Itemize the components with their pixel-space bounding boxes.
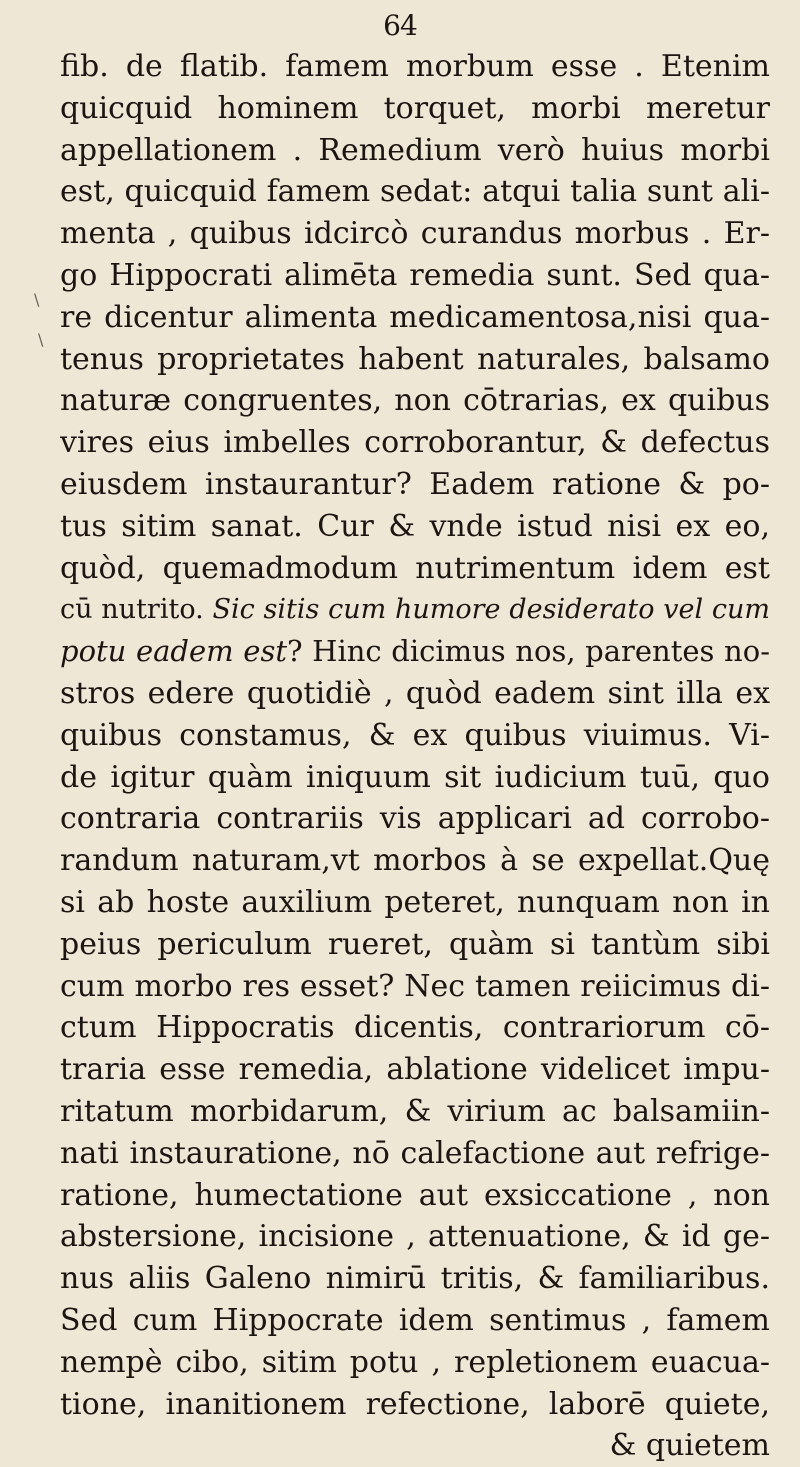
text-line: fib. de flatib. famem morbum esse . Etenim xyxy=(60,49,770,84)
text-line: contraria contrariis vis applicari ad corrobo- xyxy=(60,801,770,837)
text-segment: cū nutrito. xyxy=(60,594,213,626)
text-line: est, quicquid famem sedat: atqui talia sunt ali- xyxy=(60,174,770,210)
catchword-line: & quietem xyxy=(609,1428,770,1464)
text-line: go Hippocrati alimēta remedia sunt. Sed qua- xyxy=(60,257,770,293)
text-line: nempè cibo, sitim potu , repletionem euacua- xyxy=(60,1344,770,1380)
body-text xyxy=(60,46,770,1467)
text-line-with-italic xyxy=(60,631,770,673)
text-line: appellationem . Remedium verò huius morbi xyxy=(60,132,770,168)
text-line: quicquid hominem torquet, morbi meretur xyxy=(60,90,770,126)
text-line: quibus constamus, & ex quibus viuimus. Vi- xyxy=(60,717,770,753)
text-line: randum naturam,vt morbos à se expellat.Quę xyxy=(60,843,770,879)
text-segment: ? Hinc dicimus nos, parentes no- xyxy=(286,634,770,669)
text-line: quòd, quemadmodum nutrimentum idem est xyxy=(60,550,770,586)
text-line: traria esse remedia, ablatione videlicet impu- xyxy=(60,1052,770,1088)
text-line: tus sitim sanat. Cur & vnde istud nisi ex eo, xyxy=(60,508,770,544)
text-line: nus aliis Galeno nimirū tritis, & familiaribus. xyxy=(60,1261,770,1297)
text-line: cum morbo res esset? Nec tamen reiicimus di- xyxy=(60,968,770,1004)
text-line: stros edere quotidiè , quòd eadem sint illa ex xyxy=(60,675,770,711)
page-number: 64 xyxy=(383,9,417,42)
text-line: nati instauratione, nō calefactione aut refrige- xyxy=(60,1135,770,1171)
text-line: Sed cum Hippocrate idem sentimus , famem xyxy=(60,1302,770,1338)
text-line: eiusdem instaurantur? Eadem ratione & po- xyxy=(60,466,770,502)
text-line: ctum Hippocratis dicentis, contrariorum cō- xyxy=(60,1010,770,1046)
text-line: peius periculum rueret, quàm si tantùm sibi xyxy=(60,926,770,962)
italic-quote: Sic sitis cum humore desiderato vel cum xyxy=(212,594,770,626)
text-line: vires eius imbelles corroborantur, & defectus xyxy=(60,425,770,461)
text-line: ritatum morbidarum, & virium ac balsamiin- xyxy=(60,1093,770,1129)
text-line-with-italic xyxy=(60,589,770,631)
text-line: si ab hoste auxilium peteret, nunquam non in xyxy=(60,884,770,920)
text-line: menta , quibus idcircò curandus morbus . Er- xyxy=(60,216,770,252)
text-line: tione, inanitionem refectione, laborē quiete, xyxy=(60,1386,770,1422)
text-line: tenus proprietates habent naturales, balsamo xyxy=(60,341,770,377)
italic-quote: potu eadem est xyxy=(60,634,287,669)
text-line: ratione, humectatione aut exsiccatione , non xyxy=(60,1177,770,1213)
text-line: naturæ congruentes, non cōtrarias, ex quibus xyxy=(60,383,770,419)
margin-mark: \ xyxy=(34,290,40,309)
text-line: abstersione, incisione , attenuatione, & id ge- xyxy=(60,1219,770,1255)
margin-mark: \ xyxy=(38,330,44,349)
text-line: re dicentur alimenta medicamentosa,nisi qua- xyxy=(60,299,770,335)
text-line: de igitur quàm iniquum sit iudicium tuū, quo xyxy=(60,759,770,795)
